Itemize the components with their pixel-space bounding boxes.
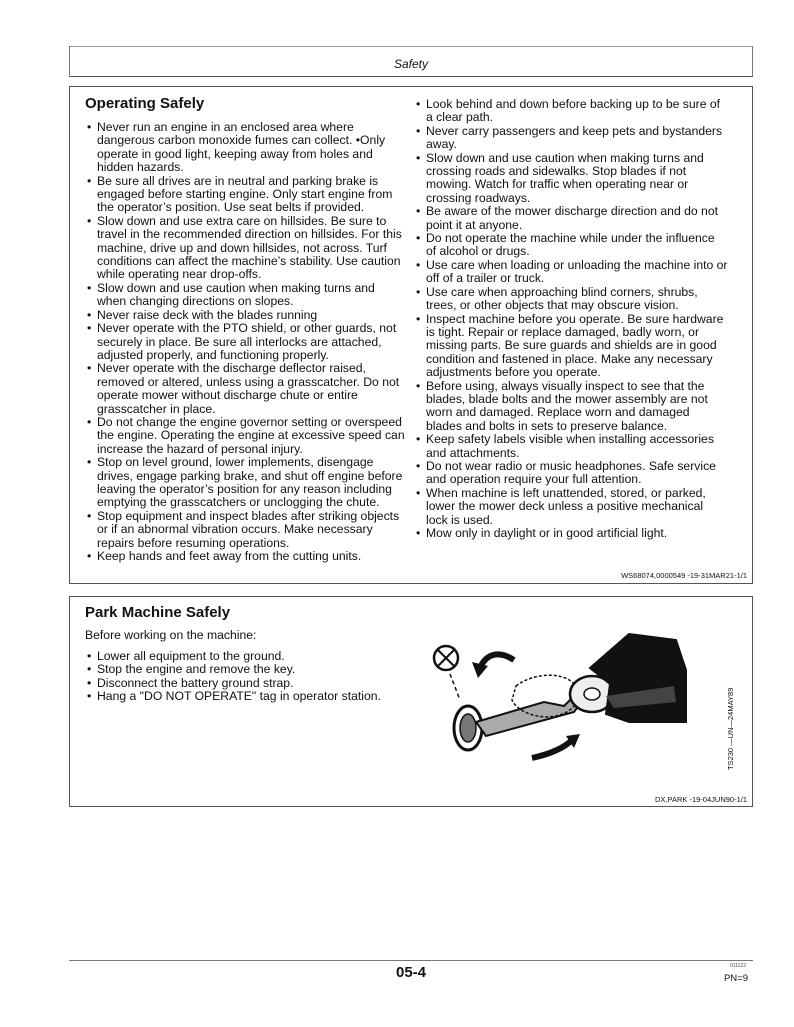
remove-key-illustration — [424, 610, 694, 770]
turn-arrow-icon — [472, 654, 514, 678]
list-item: • Be aware of the mower discharge direction and do not point it at anyone. — [416, 205, 728, 232]
list-item: • Use care when approaching blind corners, shrubs, trees, or other objects that may obscure vision. — [416, 286, 728, 313]
list-item: • Do not change the engine governor setting or overspeed the engine. Operating the engine at excessive speed can increase the hazard of personal injury. — [87, 416, 405, 456]
list-item: • Stop the engine and remove the key. — [87, 663, 407, 676]
pull-arrow-icon — [532, 734, 580, 758]
footer-rule — [69, 960, 753, 961]
list-item: • Keep safety labels visible when installing accessories and attachments. — [416, 433, 728, 460]
park-machine-title: Park Machine Safely — [85, 604, 231, 621]
list-item: • Stop on level ground, lower implements, disengage drives, engage parking brake, and shut off engine before leaving the operator’s position for any reason including emptying the grasscatchers or unclogging the chute. — [87, 456, 405, 510]
list-item: • Use care when loading or unloading the machine into or off of a trailer or truck. — [416, 259, 728, 286]
list-item: • Before using, always visually inspect to see that the blades, blade bolts and the mower assembly are not worn and damaged. Replace worn and damaged blades and bolts in sets to preserve balance. — [416, 380, 728, 434]
list-item: • Be sure all drives are in neutral and parking brake is engaged before starting engine. Only start engine from the operator’s position. Use seat belts if provided. — [87, 175, 405, 215]
list-item: • Mow only in daylight or in good artificial light. — [416, 527, 728, 540]
ignition-switch-icon — [434, 646, 460, 700]
list-item: • Disconnect the battery ground strap. — [87, 677, 407, 690]
list-item: • Never operate with the PTO shield, or other guards, not securely in place. Be sure all interlocks are attached, adjusted properly, and functioning properly. — [87, 322, 405, 362]
key-icon — [476, 675, 614, 736]
header-top-rule — [69, 46, 753, 47]
page-pn: PN=9 — [723, 973, 748, 984]
section-header: Safety — [393, 57, 429, 71]
park-list-column — [87, 650, 407, 704]
list-item: • Never raise deck with the blades running — [87, 309, 405, 322]
list-item: • Hang a "DO NOT OPERATE" tag in operator station. — [87, 690, 407, 703]
park-intro-text: Before working on the machine: — [85, 628, 257, 642]
header-bottom-rule — [69, 76, 753, 77]
operating-left-list — [87, 121, 405, 563]
operating-left-column — [87, 121, 405, 563]
list-item: • Inspect machine before you operate. Be sure hardware is tight. Repair or replace damaged, badly worn, or missing parts. Be sure guards and shields are in good condition and fastened in place. Make any necessary adjustments before you operate. — [416, 313, 728, 380]
lock-cylinder-icon — [454, 706, 482, 750]
list-item: • Look behind and down before backing up to be sure of a clear path. — [416, 98, 728, 125]
operating-right-list — [416, 98, 728, 540]
illustration-code: TS230 —UN—24MAY89 — [726, 687, 735, 770]
list-item: • When machine is left unattended, stored, or parked, lower the mower deck unless a positive mechanical lock is used. — [416, 487, 728, 527]
list-item: • Slow down and use caution when making turns and crossing roads and sidewalks. Stop blades if not mowing. Watch for traffic when operating near or crossing roadways. — [416, 152, 728, 206]
list-item: • Never run an engine in an enclosed area where dangerous carbon monoxide fumes can collect. •Only operate in good light, keeping away from holes and hidden hazards. — [87, 121, 405, 175]
list-item: • Keep hands and feet away from the cutting units. — [87, 550, 405, 563]
list-item: • Never carry passengers and keep pets and bystanders away. — [416, 125, 728, 152]
operating-safely-title: Operating Safely — [85, 95, 205, 112]
footer-small-code: 011122 — [730, 963, 746, 969]
operating-reference-code: WS68074,0000549 -19-31MAR21-1/1 — [621, 571, 747, 580]
list-item: • Stop equipment and inspect blades after striking objects or if an abnormal vibration occurs. Make necessary repairs before resuming operations. — [87, 510, 405, 550]
operating-right-column — [416, 98, 728, 540]
page-number: 05-4 — [395, 964, 427, 981]
park-reference-code: DX,PARK -19-04JUN90-1/1 — [655, 795, 747, 804]
list-item: • Do not operate the machine while under the influence of alcohol or drugs. — [416, 232, 728, 259]
list-item: • Never operate with the discharge deflector raised, removed or altered, unless using a grasscatcher. Do not operate mower without discharge chute or entire grasscatcher in place. — [87, 362, 405, 416]
list-item: • Slow down and use caution when making turns and when changing directions on slopes. — [87, 282, 405, 309]
list-item: • Slow down and use extra care on hillsides. Be sure to travel in the recommended direction on hillsides. For this machine, drive up and down hillsides, not across. Turf conditions can affect the machine’s stability. Use caution while operating near drop-offs. — [87, 215, 405, 282]
list-item: • Lower all equipment to the ground. — [87, 650, 407, 663]
list-item: • Do not wear radio or music headphones. Safe service and operation require your full attention. — [416, 460, 728, 487]
park-list — [87, 650, 407, 704]
